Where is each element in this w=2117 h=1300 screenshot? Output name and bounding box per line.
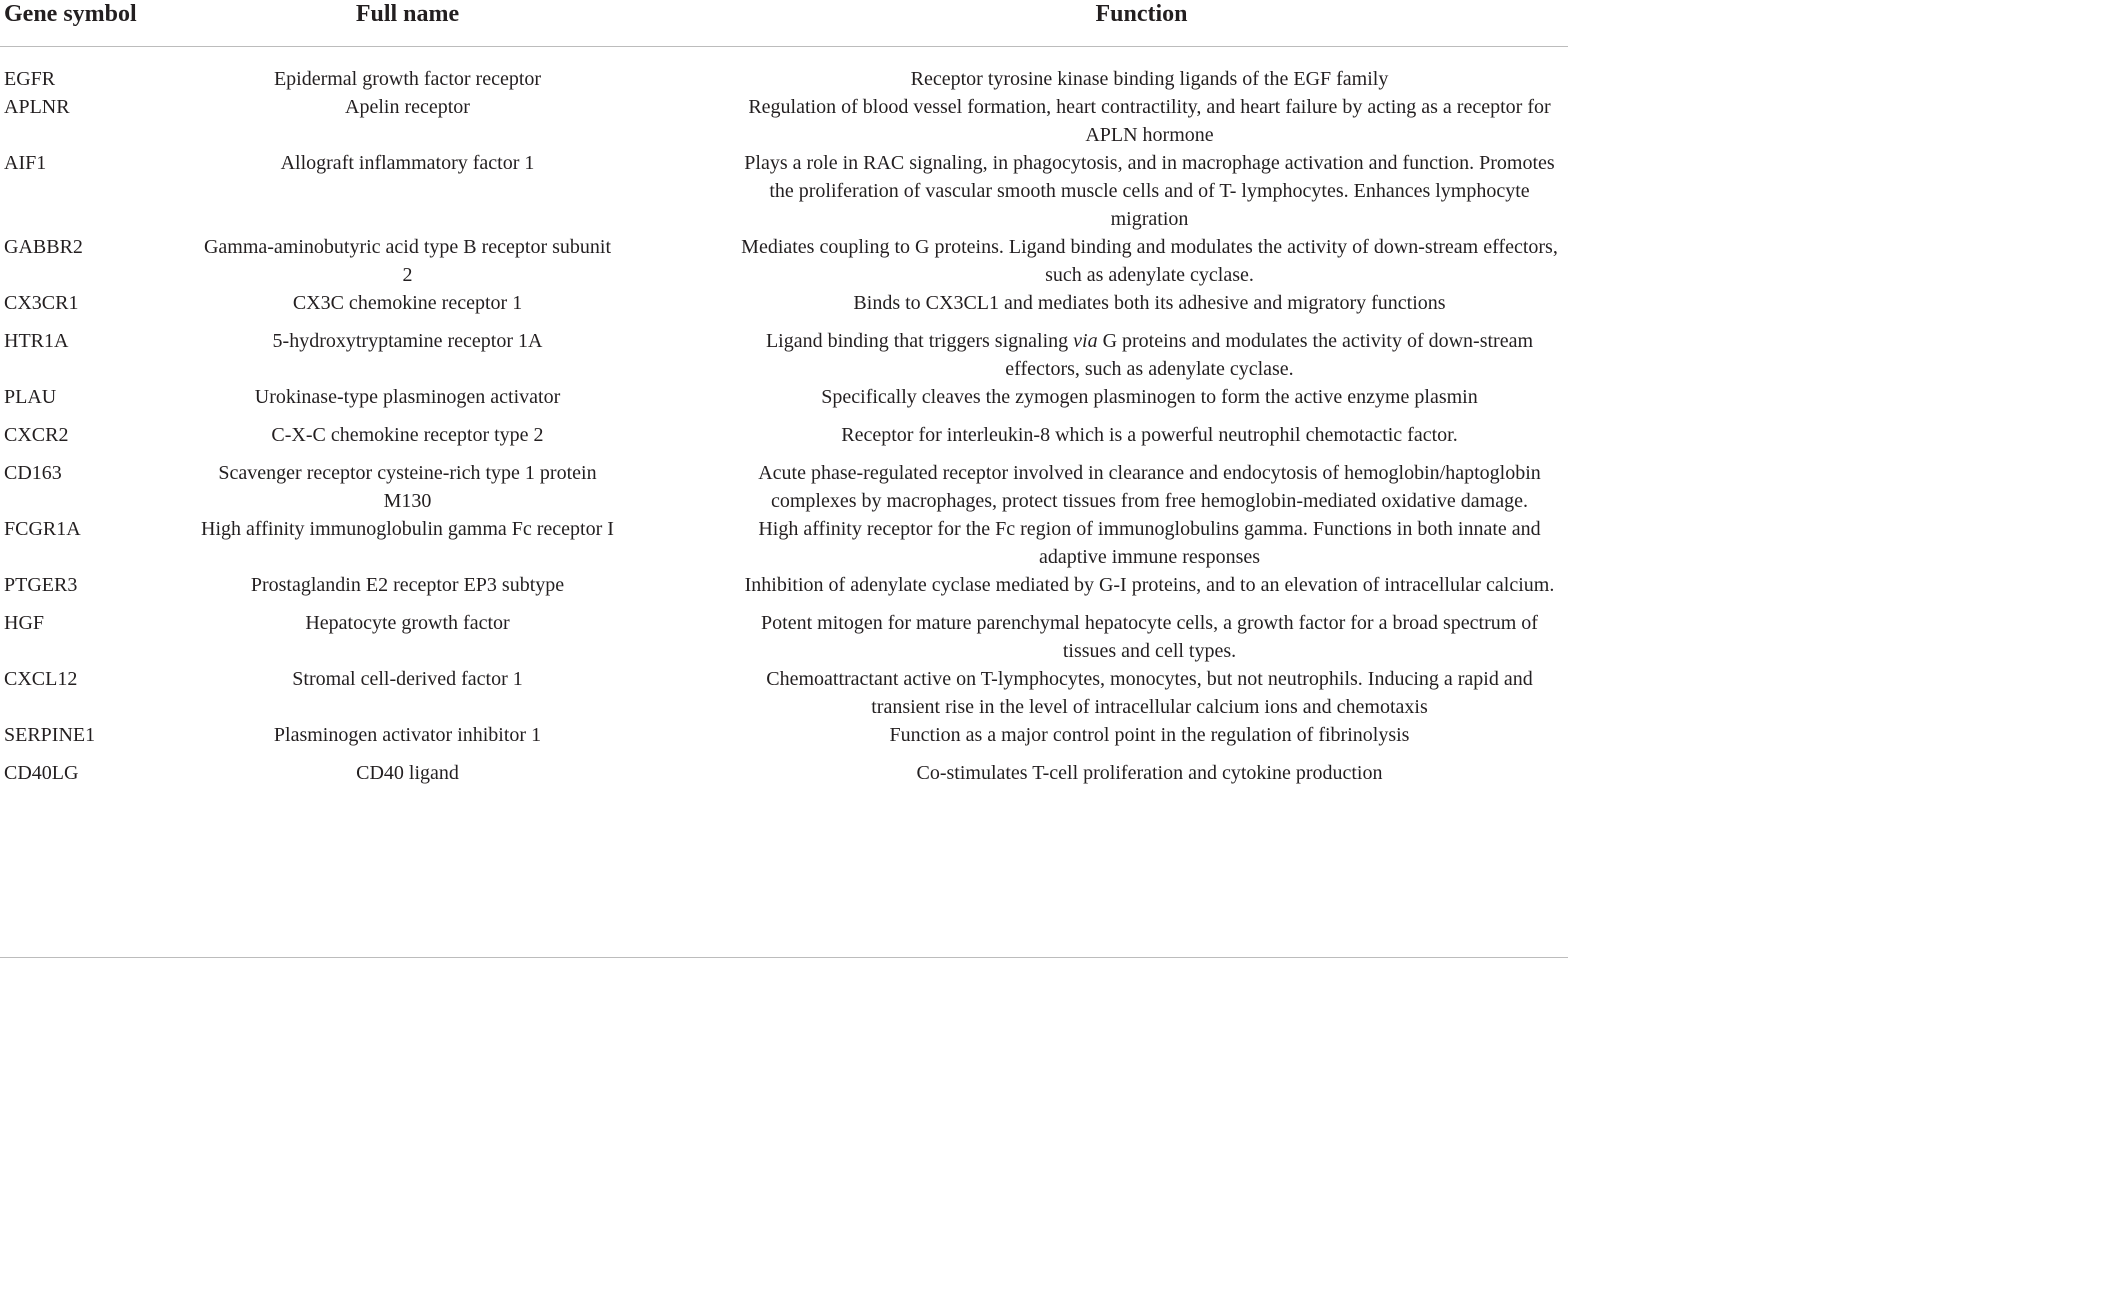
gene-symbol-cell: FCGR1A <box>4 518 81 540</box>
function-cell: Mediates coupling to G proteins. Ligand binding and modulates the activity of down-stream effectors, such as adenylate cyclase. <box>741 236 1558 286</box>
table-row <box>0 421 1568 459</box>
full-name-cell: Scavenger receptor cysteine-rich type 1 protein M130 <box>218 462 597 512</box>
gene-symbol-cell: EGFR <box>4 68 56 90</box>
function-text: Ligand binding that triggers signaling <box>765 330 1074 352</box>
gene-symbol-cell: AIF1 <box>4 152 47 174</box>
table-row <box>0 327 1568 383</box>
full-name-cell: CX3C chemokine receptor 1 <box>292 292 523 314</box>
table-row <box>0 289 1568 327</box>
table-row <box>0 759 1568 803</box>
function-cell: Chemoattractant active on T-lymphocytes, monocytes, but not neutrophils. Inducing a rapid and transient rise in the level of intracellular calcium ions and chemotaxis <box>766 668 1533 718</box>
table-row <box>0 47 1568 94</box>
full-name-cell: Urokinase-type plasminogen activator <box>254 386 561 408</box>
gene-symbol-cell: GABBR2 <box>4 236 83 258</box>
function-italic-text: via <box>1073 330 1098 352</box>
table-row <box>0 609 1568 665</box>
function-cell: Co-stimulates T-cell proliferation and cytokine production <box>916 762 1383 784</box>
function-cell: Receptor for interleukin-8 which is a powerful neutrophil chemotactic factor. <box>841 424 1458 446</box>
full-name-cell: Epidermal growth factor receptor <box>273 68 542 90</box>
gene-symbol-cell: PLAU <box>4 386 57 408</box>
gene-symbol-cell: CXCR2 <box>4 424 69 446</box>
header-function: Function <box>715 0 1568 47</box>
gene-symbol-cell: APLNR <box>4 96 70 118</box>
header-gene-symbol: Gene symbol <box>0 0 190 47</box>
full-name-cell: CD40 ligand <box>356 762 459 784</box>
header-row <box>0 0 1568 47</box>
table-row <box>0 571 1568 609</box>
table-row <box>0 665 1568 721</box>
function-cell: Function as a major control point in the regulation of fibrinolysis <box>889 724 1410 746</box>
function-cell: Regulation of blood vessel formation, heart contractility, and heart failure by acting as a receptor for APLN hormone <box>748 96 1551 146</box>
full-name-cell: Plasminogen activator inhibitor 1 <box>273 724 542 746</box>
table-body <box>0 47 1568 804</box>
full-name-cell: 5-hydroxytryptamine receptor 1A <box>272 330 543 352</box>
function-cell: High affinity receptor for the Fc region of immunoglobulins gamma. Functions in both innate and adaptive immune responses <box>758 518 1541 568</box>
function-text: G proteins and modulates the activity of down-stream effectors, such as adenylate cyclase. <box>1005 330 1534 380</box>
function-cell: Receptor tyrosine kinase binding ligands of the EGF family <box>910 68 1389 90</box>
table-bottom-rule <box>0 957 1568 958</box>
table-row <box>0 233 1568 289</box>
gene-symbol-cell: CXCL12 <box>4 668 78 690</box>
function-cell: Binds to CX3CL1 and mediates both its adhesive and migratory functions <box>853 292 1446 314</box>
full-name-cell: Apelin receptor <box>345 96 470 118</box>
full-name-cell: Prostaglandin E2 receptor EP3 subtype <box>250 574 565 596</box>
full-name-cell: C-X-C chemokine receptor type 2 <box>271 424 544 446</box>
table-row <box>0 149 1568 233</box>
gene-symbol-cell: PTGER3 <box>4 574 78 596</box>
function-cell: Inhibition of adenylate cyclase mediated by G-I proteins, and to an elevation of intracellular calcium. <box>744 574 1555 596</box>
table-row <box>0 93 1568 149</box>
table-row <box>0 383 1568 421</box>
gene-symbol-cell: CX3CR1 <box>4 292 79 314</box>
gene-symbol-cell: CD163 <box>4 462 62 484</box>
full-name-cell: Stromal cell-derived factor 1 <box>292 668 523 690</box>
full-name-cell: Hepatocyte growth factor <box>305 612 510 634</box>
gene-symbol-cell: SERPINE1 <box>4 724 96 746</box>
table-row <box>0 459 1568 515</box>
function-cell: Specifically cleaves the zymogen plasminogen to form the active enzyme plasmin <box>821 386 1478 408</box>
function-cell: Plays a role in RAC signaling, in phagocytosis, and in macrophage activation and function. Promotes the proliferation of vascular smooth muscle cells and of T- lymphocytes. Enhances lymphocyte migration <box>744 152 1555 230</box>
gene-symbol-cell: HGF <box>4 612 45 634</box>
table-header <box>0 0 1568 47</box>
gene-symbol-cell: CD40LG <box>4 762 79 784</box>
header-full-name: Full name <box>190 0 715 47</box>
function-cell: Acute phase-regulated receptor involved in clearance and endocytosis of hemoglobin/haptoglobin complexes by macrophages, protect tissues from free hemoglobin-mediated oxidative damage. <box>758 462 1541 512</box>
gene-symbol-cell: HTR1A <box>4 330 69 352</box>
table-row <box>0 721 1568 759</box>
full-name-cell: Allograft inflammatory factor 1 <box>280 152 535 174</box>
full-name-cell: Gamma-aminobutyric acid type B receptor subunit 2 <box>203 236 612 286</box>
full-name-cell: High affinity immunoglobulin gamma Fc receptor I <box>201 518 614 540</box>
table-row <box>0 515 1568 571</box>
function-cell <box>715 327 1568 383</box>
function-cell: Potent mitogen for mature parenchymal hepatocyte cells, a growth factor for a broad spectrum of tissues and cell types. <box>761 612 1538 662</box>
gene-table <box>0 0 1568 803</box>
